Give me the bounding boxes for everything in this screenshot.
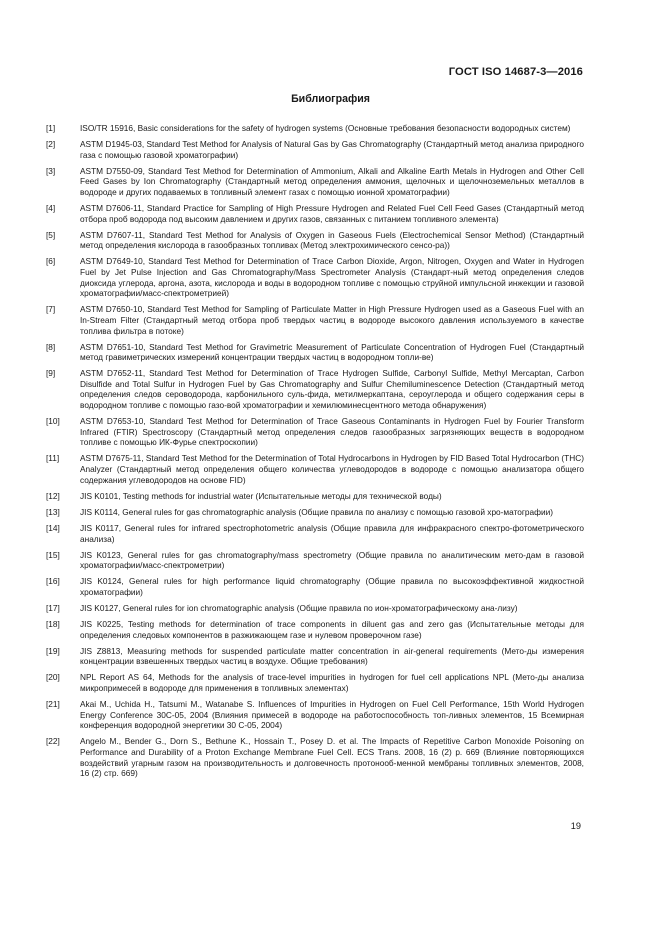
reference-number: [4] [46,203,56,214]
reference-number: [1] [46,123,56,133]
list-item [46,416,584,448]
list-item [46,507,584,518]
reference-number: [19] [46,645,60,656]
reference-number: [5] [46,229,56,240]
reference-number: [7] [46,304,56,315]
reference-text: JIS K0117, General rules for infrared spectrophotometric analysis (Общие правила для инфракрасного спектро-фотометрического анализа) [80,522,584,544]
list-item [46,342,584,363]
reference-text: Angelo M., Bender G., Dorn S., Bethune K., Hossain T., Posey D. et al. The Impacts of Repetitive Carbon Monoxide Poisoning on Performance and Durability of a Proton Exchange Membrane Fuel Cell. ECS Trans. 2008, 16 (2) p. 669 (Влияние повторяющихся воздействий угарным газом на производительность и долговечность протонооб-менной мембраны топливных элементов, 2008, 16 (2) стр. 669) [80,736,584,779]
list-item [46,453,584,485]
list-item [46,619,584,640]
reference-text: JIS K0101, Testing methods for industrial water (Испытательные методы для технической воды) [80,490,442,501]
list-item [46,699,584,731]
reference-text: JIS Z8813, Measuring methods for suspended particulate matter concentration in air-general requirements (Мето-ды измерения концентрации взвешенных твердых частиц в воздухе. Общие требования) [80,645,584,667]
list-item [46,256,584,298]
reference-number: [17] [46,602,60,613]
list-item [46,672,584,693]
reference-text: ASTM D7650-10, Standard Test Method for Sampling of Particulate Matter in High Pressure Hydrogen used as a Gaseous Fuel with an In-Stream Filter (Стандартный метод отбора проб твердых частиц в водороде высокого давления используемого в качестве топлива фильтра в потоке) [80,304,584,336]
list-item [46,646,584,667]
document-header: ГОСТ ISO 14687-3—2016 [448,66,583,78]
reference-number: [2] [46,139,56,150]
list-item [46,550,584,571]
list-item [46,203,584,224]
reference-number: [14] [46,522,60,533]
reference-text: Akai M., Uchida H., Tatsumi M., Watanabe S. Influences of Impurities in Hydrogen on Fuel Cell Performance, 15th World Hydrogen Energy Conference 30C-05, 2004 (Влияния примесей в водороде на работоспособность топ-ливных элементов, 15 Всемирная конференция водородной энергетики 30 С-05, 2004) [80,699,584,731]
reference-number: [18] [46,619,60,630]
list-item [46,230,584,251]
reference-text: ASTM D7652-11, Standard Test Method for Determination of Trace Hydrogen Sulfide, Carbonyl Sulfide, Methyl Mercaptan, Carbon Disulfide and Total Sulfur in Hydrogen Fuel by Gas Chromatography and Sulfur Chemiluminescence Detection (Стандартный метод определения следов сероводорода, карбонильного суль-фида, метилмеркаптана, сероуглерода и общего содержания серы в водородном топливе с помощью газо-вой хроматографии и хемилюминесцентного метода обнаружения) [80,368,584,411]
list-item [46,123,584,134]
reference-text: JIS K0123, General rules for gas chromatography/mass spectrometry (Общие правила по аналитическим мето-дам в газовой хроматографии/масс-спектрометрии) [80,549,584,571]
reference-text: JIS K0124, General rules for high performance liquid chromatography (Общие правила по высокоэффективной жидкостной хроматографии) [80,576,584,597]
reference-text: ISO/TR 15916, Basic considerations for the safety of hydrogen systems (Основные требования безопасности водородных систем) [80,123,571,133]
list-item [46,576,584,597]
reference-number: [6] [46,256,56,267]
reference-number: [15] [46,549,60,560]
reference-text: ASTM D7550-09, Standard Test Method for Determination of Ammonium, Alkali and Alkaline Earth Metals in Hydrogen and Other Cell Feed Gases by Ion Chromatography (Стандартный метод определения аммония, щелочных и щелочноземельных металлов в водороде и других подаваемых в топливный элемент газах с помощью ионной хроматографии) [80,165,584,197]
reference-number: [8] [46,341,56,352]
reference-number: [3] [46,165,56,176]
list-item [46,304,584,336]
reference-number: [10] [46,416,60,427]
list-item [46,736,584,778]
reference-text: JIS K0127, General rules for ion chromatographic analysis (Общие правила по ион-хроматографическому ана-лизу) [80,602,518,613]
reference-number: [13] [46,506,60,517]
reference-number: [11] [46,453,60,464]
reference-text: NPL Report AS 64, Methods for the analysis of trace-level impurities in hydrogen for fuel cell applications NPL (Мето-ды анализа микропримесей в водороде для применения в топливных элементах) [80,672,584,694]
reference-text: ASTM D7607-11, Standard Test Method for Analysis of Oxygen in Gaseous Fuels (Electrochemical Sensor Method) (Стандартный метод определения кислорода в газообразных топливах (Метод электрохимического сенсо-ра)) [80,229,584,251]
bibliography-list [46,123,584,784]
reference-text: ASTM D7606-11, Standard Practice for Sampling of High Pressure Hydrogen and Related Fuel Cell Feed Gases (Стандартный метод отбора проб водорода под высоким давлением и других газов, связанных с питанием топливного элемента) [80,203,584,224]
reference-number: [16] [46,576,60,587]
list-item [46,603,584,614]
reference-text: ASTM D7651-10, Standard Test Method for Gravimetric Measurement of Particulate Concentration of Hydrogen Fuel (Стандартный метод гравиметрических измерений концентрации твердых частиц в водородном топли-ве) [80,341,584,363]
reference-text: JIS K0225, Testing methods for determination of trace components in diluent gas and zero gas (Испытательные методы для определения следовых компонентов в разжижающем газе и нулевом проверочном газе) [80,619,584,640]
reference-text: ASTM D7653-10, Standard Test Method for Determination of Trace Gaseous Contaminants in Hydrogen Fuel by Fourier Transform Infrared (FTIR) Spectroscopy (Стандартный метод определения следов газообразных загрязняющих веществ в водородном топливе с помощью ИК-Фурье спектроскопии) [80,416,584,448]
list-item [46,139,584,160]
reference-text: ASTM D7675-11, Standard Test Method for the Determination of Total Hydrocarbons in Hydrogen by FID Based Total Hydrocarbon (THC) Analyzer (Стандартный метод определения общего количества углеводородов в водороде с помощью анализатора общего содержания углеводородов на основе FID) [80,453,584,485]
reference-number: [12] [46,490,60,501]
reference-number: [21] [46,699,60,710]
reference-text: ASTM D1945-03, Standard Test Method for Analysis of Natural Gas by Gas Chromatography (Стандартный метод анализа природного газа с помощью газовой хроматографии) [80,139,584,160]
page-title: Библиография [291,93,370,105]
list-item [46,523,584,544]
list-item [46,491,584,502]
reference-number: [22] [46,736,60,747]
reference-text: JIS K0114, General rules for gas chromatographic analysis (Общие правила по анализу с помощью газовой хро-матографии) [80,506,554,517]
reference-text: ASTM D7649-10, Standard Test Method for Determination of Trace Carbon Dioxide, Argon, Nitrogen, Oxygen and Water in Hydrogen Fuel by Jet Pulse Injection and Gas Chromatography/Mass Spectrometer Analysis (Стандарт-ный метод определения следов диоксида углерода, аргона, азота, кислорода и воды в водородном топливе с помощью струйной импульсной инжекции и газовой хроматографии/масс-спектрометрией) [80,256,584,299]
list-item [46,368,584,410]
page-number: 19 [570,821,581,831]
reference-number: [20] [46,672,60,683]
list-item [46,166,584,198]
reference-number: [9] [46,368,56,379]
